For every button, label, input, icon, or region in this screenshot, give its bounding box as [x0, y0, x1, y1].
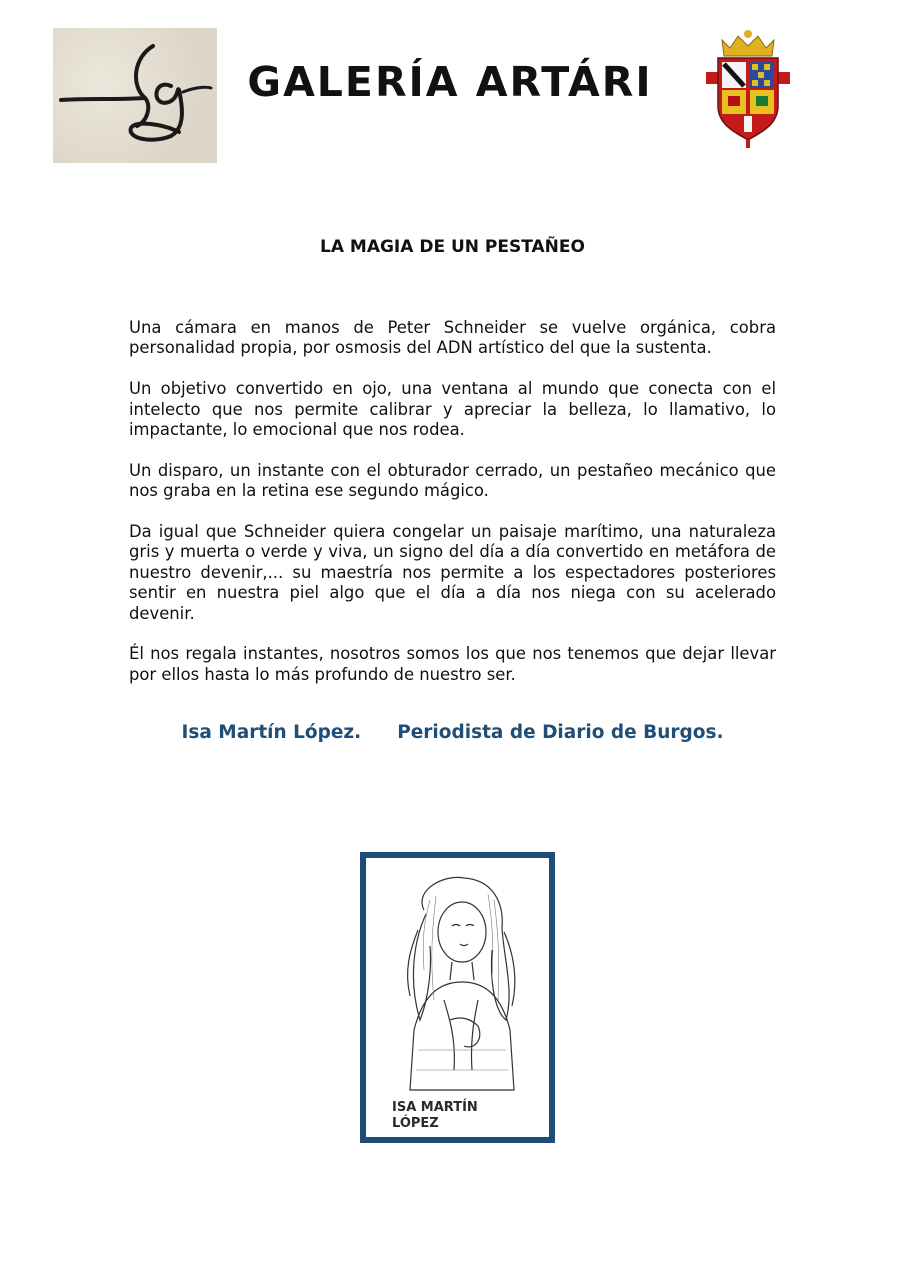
signature-logo-icon	[53, 28, 217, 163]
coat-of-arms	[702, 28, 794, 148]
article-paragraph: Un objetivo convertido en ojo, una ventana al mundo que conecta con el intelecto que nos permite calibrar y apreciar la belleza, lo llamativo, lo impactante, lo emocional que nos rodea.	[129, 379, 776, 440]
author-signature	[0, 722, 905, 743]
author-role: Periodista de Diario de Burgos.	[397, 722, 724, 743]
author-portrait-icon	[374, 870, 542, 1098]
article-paragraph: Un disparo, un instante con el obturador cerrado, un pestañeo mecánico que nos graba en la retina ese segundo mágico.	[129, 460, 776, 501]
article-paragraph: Una cámara en manos de Peter Schneider se vuelve orgánica, cobra personalidad propia, por osmosis del ADN artístico del que la sustenta.	[129, 318, 776, 358]
author-name: Isa Martín López.	[181, 722, 362, 743]
article-body	[129, 318, 776, 706]
portrait-name-line2: LÓPEZ	[392, 1116, 439, 1131]
article-title: LA MAGIA DE UN PESTAÑEO	[320, 237, 585, 257]
portrait-name-line1: ISA MARTÍN	[392, 1100, 478, 1115]
article-paragraph: Da igual que Schneider quiera congelar un paisaje marítimo, una naturaleza gris y muerta o verde y viva, un signo del día a día convertido en metáfora de nuestro devenir,... su maestría nos permite a los espectadores posteriores sentir en nuestra piel algo que el día a día nos niega con su acelerado devenir.	[129, 522, 776, 623]
portrait-caption	[392, 1100, 478, 1132]
article-paragraph: Él nos regala instantes, nosotros somos los que nos tenemos que dejar llevar por ellos hasta lo más profundo de nuestro ser.	[129, 644, 776, 684]
gallery-title: GALERÍA ARTÁRI	[247, 58, 653, 106]
author-portrait-card	[360, 852, 555, 1143]
coat-of-arms-icon	[702, 28, 794, 148]
signature-logo	[53, 28, 217, 163]
